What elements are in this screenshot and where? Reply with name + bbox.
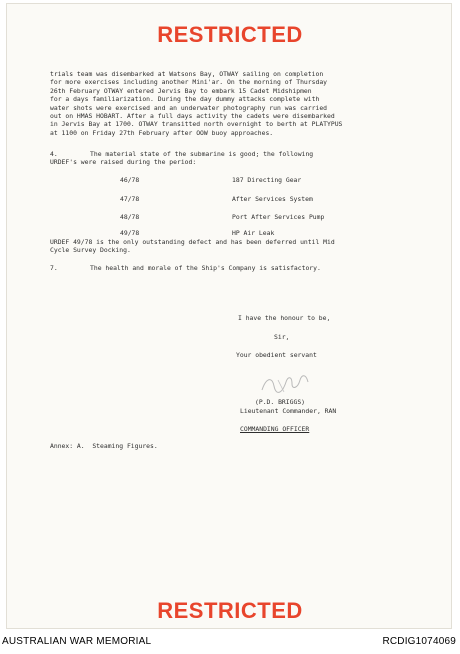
paragraph-3 (50, 70, 390, 137)
defect-description: HP Air Leak (232, 229, 275, 237)
signature-image (256, 368, 316, 398)
paragraph-line: at 1100 on Friday 27th February after OOW buoy approaches. (50, 128, 274, 137)
annex-line: Annex: A. Steaming Figures. (50, 442, 158, 450)
signatory-title: COMMANDING OFFICER (240, 425, 310, 433)
para-7-number: 7. (50, 264, 58, 272)
para-4-closing-line-1: URDEF 49/78 is the only outstanding defect and has been deferred until Mid (50, 238, 335, 246)
closing-honour: I have the honour to be, (238, 314, 331, 322)
defect-code: 47/78 (120, 195, 140, 203)
paragraph-line: out on HMAS HOBART. After a full days activity the cadets were disembarked (50, 112, 335, 121)
restricted-stamp-top: RESTRICTED (157, 22, 303, 47)
defect-code: 46/78 (120, 176, 140, 184)
defect-description: After Services System (232, 195, 313, 203)
paragraph-line: trials team was disembarked at Watsons Bay, OTWAY sailing on completion (50, 70, 324, 78)
paragraph-line: 26th February OTWAY entered Jervis Bay to embark 15 Cadet Midshipmen (50, 86, 312, 95)
para-4-line-2: URDEF's were raised during the period: (50, 158, 197, 166)
para-4-number: 4. (50, 150, 58, 158)
restricted-stamp-bottom: RESTRICTED (157, 598, 303, 623)
signatory-rank: Lieutenant Commander, RAN (240, 407, 337, 415)
defect-code: 49/78 (120, 229, 140, 237)
paragraph-line: water shots were exercised and an underwater photography run was carried (50, 103, 328, 112)
archive-credit: AUSTRALIAN WAR MEMORIAL (2, 636, 152, 647)
archive-reference: RCDIG1074069 (382, 636, 456, 647)
paragraph-line: in Jervis Bay at 1700. OTWAY transitted north overnight to berth at PLATYPUS (50, 120, 343, 129)
closing-sir: Sir, (274, 333, 290, 341)
para-7-text: The health and morale of the Ship's Company is satisfactory. (90, 264, 321, 272)
paragraph-line: for a days familiarization. During the day dummy attacks complete with (50, 95, 320, 104)
signatory-name: (P.D. BRIGGS) (255, 398, 306, 406)
defect-code: 48/78 (120, 213, 140, 221)
paragraph-line: for more exercises including another Mini'ar. On the morning of Thursday (50, 78, 328, 87)
para-4-closing-line-2: Cycle Survey Docking. (50, 246, 131, 254)
defect-description: 187 Directing Gear (232, 176, 302, 184)
defect-description: Port After Services Pump (232, 213, 325, 221)
closing-servant: Your obedient servant (236, 351, 317, 359)
para-4-line-1: The material state of the submarine is good; the following (90, 150, 314, 158)
